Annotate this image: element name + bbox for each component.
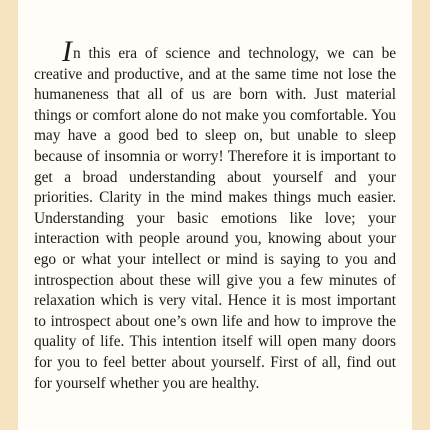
text-block <box>34 35 396 394</box>
paragraph <box>34 35 396 394</box>
drop-cap: I <box>62 35 72 68</box>
paragraph-body: n this era of science and technology, we can be creative and productive, and at the same time not lose the humaneness that all of us are born with. Just material things or comfort alone do not make you comfortable. You may have a good bed to sleep on, but unable to sleep because of insomnia or worry! Therefore it is important to get a broad understanding about yourself and your priorities. Clarity in the mind makes things much easier. Understanding your basic emotions like love; your interaction with people around you, knowing about your ego or what your intellect or mind is saying to you and introspection about these will give you a few minutes of relaxation which is very vital. Hence it is most important to introspect about one’s own life and how to improve the quality of life. This intention itself will open many doors for you to feel better about yourself. First of all, find out for yourself whether you are healthy. <box>34 45 396 392</box>
